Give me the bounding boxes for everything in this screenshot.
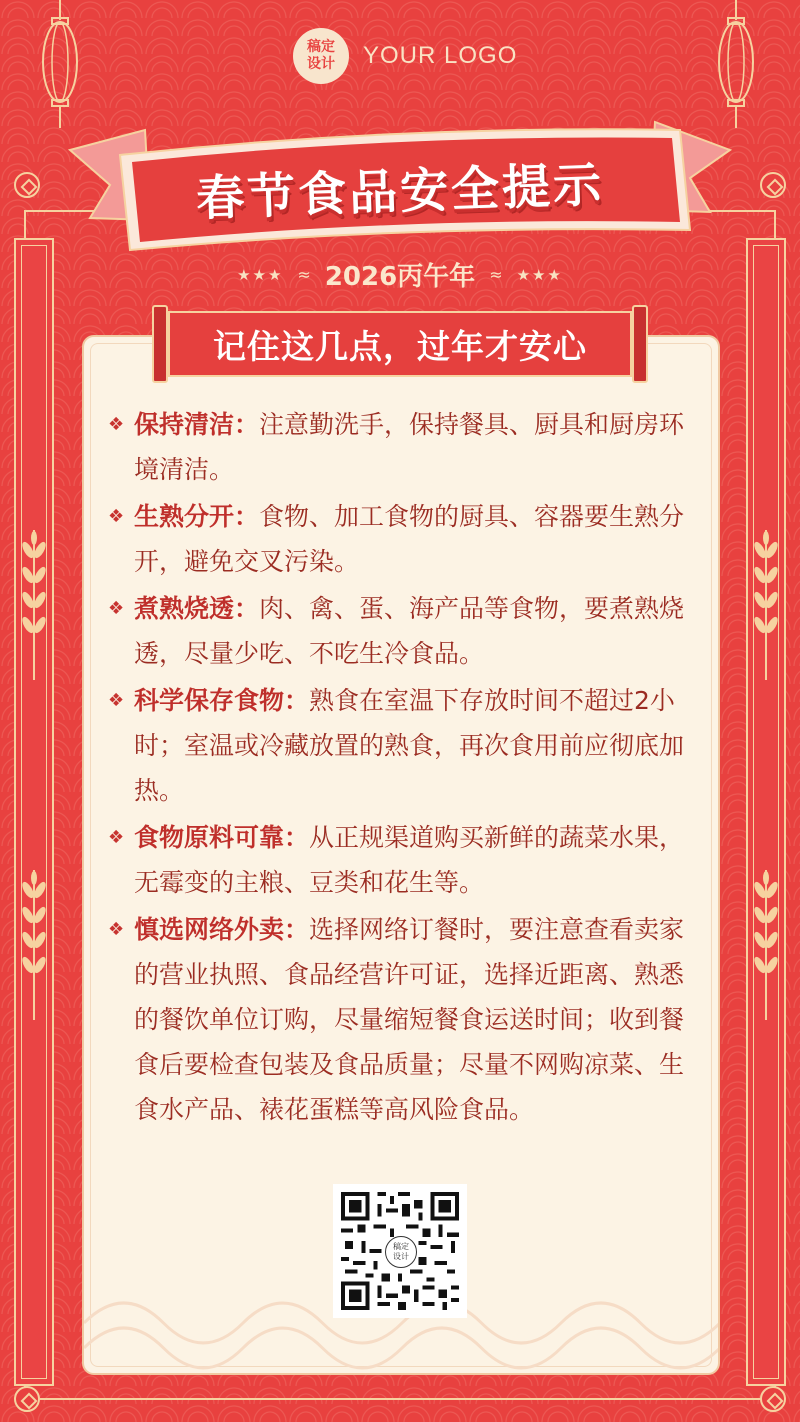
item-title: 食物原料可靠： (134, 823, 310, 852)
tips-list (108, 402, 698, 1132)
logo (293, 28, 517, 84)
scroll-end-right (632, 305, 648, 383)
star-bullet-icon: ❖ (108, 506, 125, 527)
stars-left-icon: ★★★ (237, 265, 284, 284)
qr-center-logo (385, 1236, 417, 1268)
item-title: 慎选网络外卖： (134, 915, 310, 944)
logo-badge-line1: 稿定 (307, 39, 335, 55)
logo-badge (293, 28, 349, 84)
stars-right-icon: ★★★ (516, 265, 563, 284)
qr-center-line2: 设计 (393, 1252, 409, 1261)
item-text: 从正规渠道购买新鲜的蔬菜水果，无霉变的主粮、豆类和花生等。 (134, 823, 685, 897)
wheat-icon (752, 870, 780, 1020)
item-text: 熟食在室温下存放时间不超过2小时；室温或冷藏放置的熟食，再次食用前应彻底加热。 (134, 686, 685, 805)
page-title: 春节食品安全提示 (195, 156, 606, 228)
qr-code (333, 1184, 467, 1318)
item-title: 生熟分开： (134, 502, 260, 531)
list-item (108, 586, 698, 676)
pillar-left (14, 238, 54, 1386)
item-title: 煮熟烧透： (134, 594, 260, 623)
item-text: 食物、加工食物的厨具、容器要生熟分开，避免交叉污染。 (134, 502, 685, 576)
item-text: 注意勤洗手，保持餐具、厨具和厨房环境清洁。 (134, 410, 685, 484)
star-bullet-icon: ❖ (108, 598, 125, 619)
year-label: 2026丙午年 (324, 262, 476, 292)
wheat-icon (752, 530, 780, 680)
item-title: 保持清洁： (134, 410, 260, 439)
knot-bottom-left-icon (14, 1386, 40, 1412)
item-text: 肉、禽、蛋、海产品等食物，要煮熟烧透，尽量少吃、不吃生冷食品。 (134, 594, 685, 668)
item-text: 选择网络订餐时，要注意查看卖家的营业执照、食品经营许可证，选择近距离、熟悉的餐饮单位订购，尽量缩短餐食运送时间；收到餐食后要检查包装及食品质量；尽量不网购凉菜、生食水产品、裱花蛋糕等高风险食品。 (134, 915, 685, 1124)
star-bullet-icon: ❖ (108, 919, 125, 940)
wheat-icon (20, 870, 48, 1020)
star-bullet-icon: ❖ (108, 690, 125, 711)
item-title: 科学保存食物： (134, 686, 310, 715)
scroll-end-left (152, 305, 168, 383)
pillar-right (746, 238, 786, 1386)
star-bullet-icon: ❖ (108, 827, 125, 848)
subtitle-scroll (152, 305, 648, 385)
year-row (0, 256, 800, 293)
list-item (108, 815, 698, 905)
knot-bottom-right-icon (760, 1386, 786, 1412)
list-item (108, 494, 698, 584)
wave-right-icon: ≈ (489, 265, 503, 284)
subtitle-bar (168, 311, 632, 377)
subtitle-text: 记住这几点，过年才安心 (213, 326, 587, 366)
logo-text: YOUR LOGO (363, 42, 518, 69)
list-item (108, 907, 698, 1132)
star-bullet-icon: ❖ (108, 414, 125, 435)
wave-left-icon: ≈ (297, 265, 311, 284)
qr-center-line1: 稿定 (393, 1242, 409, 1251)
list-item (108, 678, 698, 813)
wheat-icon (20, 530, 48, 680)
list-item (108, 402, 698, 492)
logo-badge-line2: 设计 (307, 56, 335, 72)
